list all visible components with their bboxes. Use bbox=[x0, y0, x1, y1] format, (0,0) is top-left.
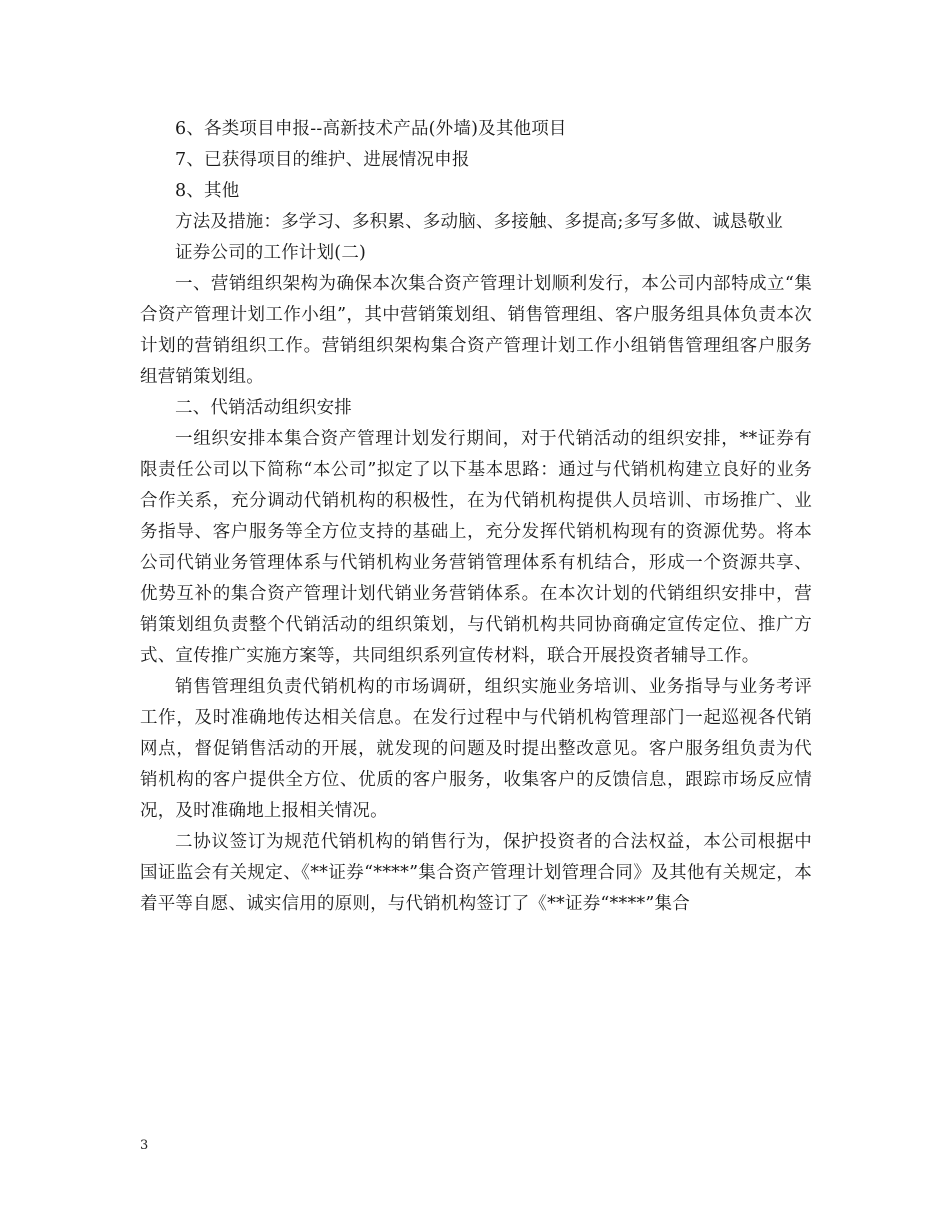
document-body bbox=[140, 114, 812, 920]
list-item-project-maintenance: 7、已获得项目的维护、进展情况申报 bbox=[175, 150, 470, 170]
list-item-project-declaration: 6、各类项目申报--高新技术产品(外墙)及其他项目 bbox=[175, 119, 567, 139]
sales-management-paragraph: 销售管理组负责代销机构的市场调研，组织实施业务培训、业务指导与业务考评工作，及时准确地传达相关信息。在发行过程中与代销机构管理部门一起巡视各代销网点，督促销售活动的开展，就发现的问题及时提出整改意见。客户服务组负责为代销机构的客户提供全方位、优质的客户服务，收集客户的反馈信息，跟踪市场反应情况，及时准确地上报相关情况。 bbox=[140, 677, 812, 821]
marketing-organization-paragraph: 一、营销组织架构为确保本次集合资产管理计划顺利发行，本公司内部特成立“集合资产管理计划工作小组”，其中营销策划组、销售管理组、客户服务组具体负责本次计划的营销组织工作。营销组织架构集合资产管理计划工作小组销售管理组客户服务组营销策划组。 bbox=[140, 274, 812, 387]
subsection-heading: 二、代销活动组织安排 bbox=[175, 398, 352, 418]
page-number: 3 bbox=[140, 1138, 149, 1153]
organization-arrangement-paragraph: 一组织安排本集合资产管理计划发行期间，对于代销活动的组织安排，**证券有限责任公司以下简称“本公司”拟定了以下基本思路：通过与代销机构建立良好的业务合作关系，充分调动代销机构的积极性，在为代销机构提供人员培训、市场推广、业务指导、客户服务等全方位支持的基础上，充分发挥代销机构现有的资源优势。将本公司代销业务管理体系与代销机构业务营销管理体系有机结合，形成一个资源共享、优势互补的集合资产管理计划代销业务营销体系。在本次计划的代销组织安排中，营销策划组负责整个代销活动的组织策划，与代销机构共同协商确定宣传定位、推广方式、宣传推广实施方案等，共同组织系列宣传材料，联合开展投资者辅导工作。 bbox=[140, 429, 812, 666]
list-item-other: 8、其他 bbox=[175, 181, 240, 201]
agreement-paragraph: 二协议签订为规范代销机构的销售行为，保护投资者的合法权益，本公司根据中国证监会有关规定、《**证券“****”集合资产管理计划管理合同》及其他有关规定，本着平等自愿、诚实信用的原则，与代销机构签订了《**证券“****”集合 bbox=[140, 832, 812, 914]
methods-paragraph: 方法及措施：多学习、多积累、多动脑、多接触、多提高;多写多做、诚恳敬业 bbox=[175, 212, 783, 232]
section-title: 证券公司的工作计划(二) bbox=[175, 243, 367, 263]
